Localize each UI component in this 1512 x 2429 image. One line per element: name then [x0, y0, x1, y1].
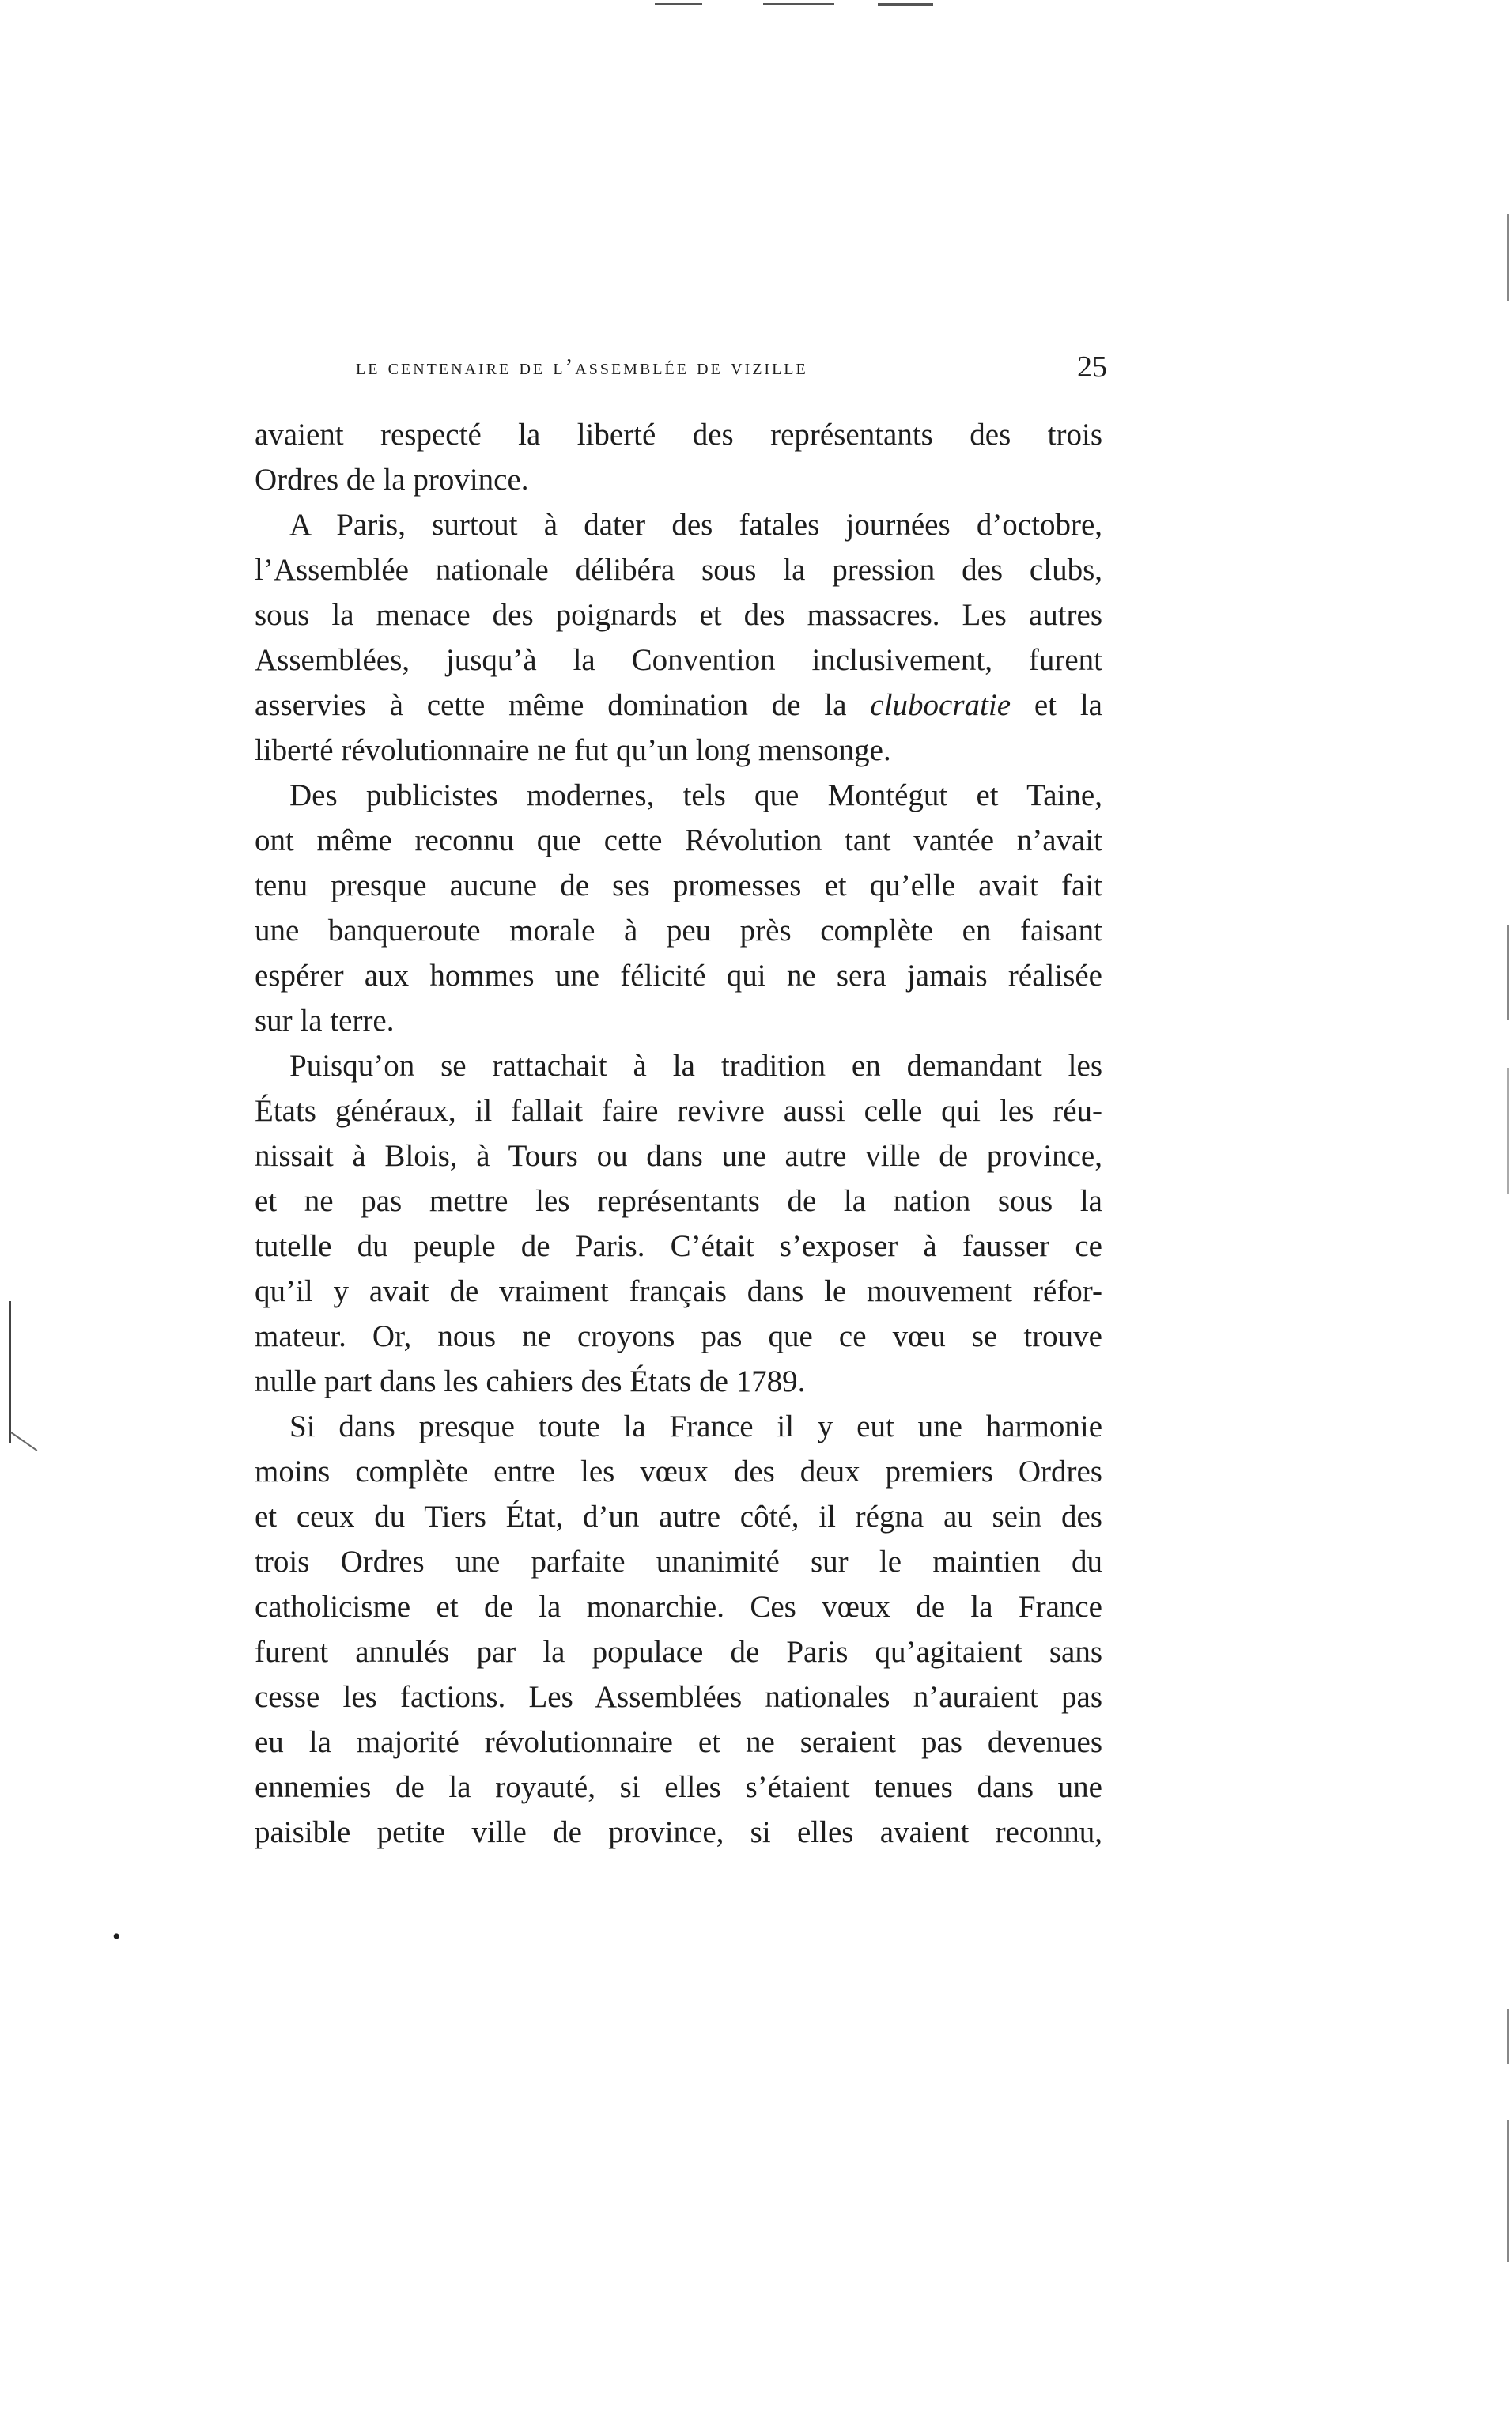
text-line: ennemies de la royauté, si elles s’étaient tenues dans une [255, 1770, 1102, 1804]
scan-mark-top [655, 3, 702, 5]
text-line: cesse les factions. Les Assemblées nationales n’auraient pas [255, 1680, 1102, 1714]
text-line: tenu presque aucune de ses promesses et qu’elle avait fait [255, 868, 1102, 902]
text-line: asservies à cette même domination de la clubocratie et la [255, 688, 1102, 722]
text-line: mateur. Or, nous ne croyons pas que ce vœu se trouve [255, 1319, 1102, 1353]
scan-edge-right-5 [1507, 2120, 1509, 2262]
text-line: nulle part dans les cahiers des États de 1789. [255, 1364, 806, 1398]
text-line: A Paris, surtout à dater des fatales journées d’octobre, [289, 508, 1102, 542]
text-line: Assemblées, jusqu’à la Convention inclusivement, furent [255, 643, 1102, 677]
text-line: qu’il y avait de vraiment français dans le mouvement réfor- [255, 1274, 1102, 1308]
scan-mark-top-3 [878, 3, 933, 6]
text-line: Si dans presque toute la France il y eut une harmonie [289, 1409, 1102, 1443]
scan-edge-right [1507, 214, 1509, 301]
text-line: espérer aux hommes une félicité qui ne sera jamais réalisée [255, 959, 1102, 993]
text-line: trois Ordres une parfaite unanimité sur le maintien du [255, 1545, 1102, 1579]
text-line: une banqueroute morale à peu près complète en faisant [255, 914, 1102, 948]
text-line: États généraux, il fallait faire revivre aussi celle qui les réu- [255, 1094, 1102, 1128]
text-line: Ordres de la province. [255, 463, 529, 497]
running-title: le centenaire de l’assemblée de vizille [356, 354, 808, 380]
text-line: l’Assemblée nationale délibéra sous la pression des clubs, [255, 553, 1102, 587]
text-line: Des publicistes modernes, tels que Montégut et Taine, [289, 778, 1102, 812]
text-line: tutelle du peuple de Paris. C’était s’exposer à fausser ce [255, 1229, 1102, 1263]
scan-edge-right-3 [1507, 1068, 1509, 1194]
text-line: nissait à Blois, à Tours ou dans une autre ville de province, [255, 1139, 1102, 1173]
text-line: eu la majorité révolutionnaire et ne seraient pas devenues [255, 1725, 1102, 1759]
text-line: liberté révolutionnaire ne fut qu’un long mensonge. [255, 733, 891, 767]
scan-edge-right-4 [1507, 2009, 1509, 2064]
italic-term: clubocratie [870, 688, 1011, 722]
text-line: sur la terre. [255, 1004, 395, 1038]
text-line: moins complète entre les vœux des deux premiers Ordres [255, 1455, 1102, 1489]
text-line: catholicisme et de la monarchie. Ces vœux de la France [255, 1590, 1102, 1624]
text-line: Puisqu’on se rattachait à la tradition en demandant les [289, 1049, 1102, 1083]
text-line: et ne pas mettre les représentants de la nation sous la [255, 1184, 1102, 1218]
text-line: furent annulés par la populace de Paris qu’agitaient sans [255, 1635, 1102, 1669]
text-line: ont même reconnu que cette Révolution tant vantée n’avait [255, 823, 1102, 857]
text-line: avaient respecté la liberté des représentants des trois [255, 418, 1102, 452]
running-head [356, 350, 1107, 394]
text-line: sous la menace des poignards et des massacres. Les autres [255, 598, 1102, 632]
text-line: paisible petite ville de province, si elles avaient reconnu, [255, 1815, 1102, 1849]
scan-mark-top-2 [763, 3, 834, 5]
page-number: 25 [1077, 350, 1107, 384]
text-line: et ceux du Tiers État, d’un autre côté, il régna au sein des [255, 1500, 1102, 1534]
scan-edge-left-tick [10, 1432, 37, 1451]
scan-edge-right-2 [1507, 925, 1509, 1020]
scan-edge-left [9, 1301, 11, 1443]
margin-mark: • [112, 1924, 121, 1950]
